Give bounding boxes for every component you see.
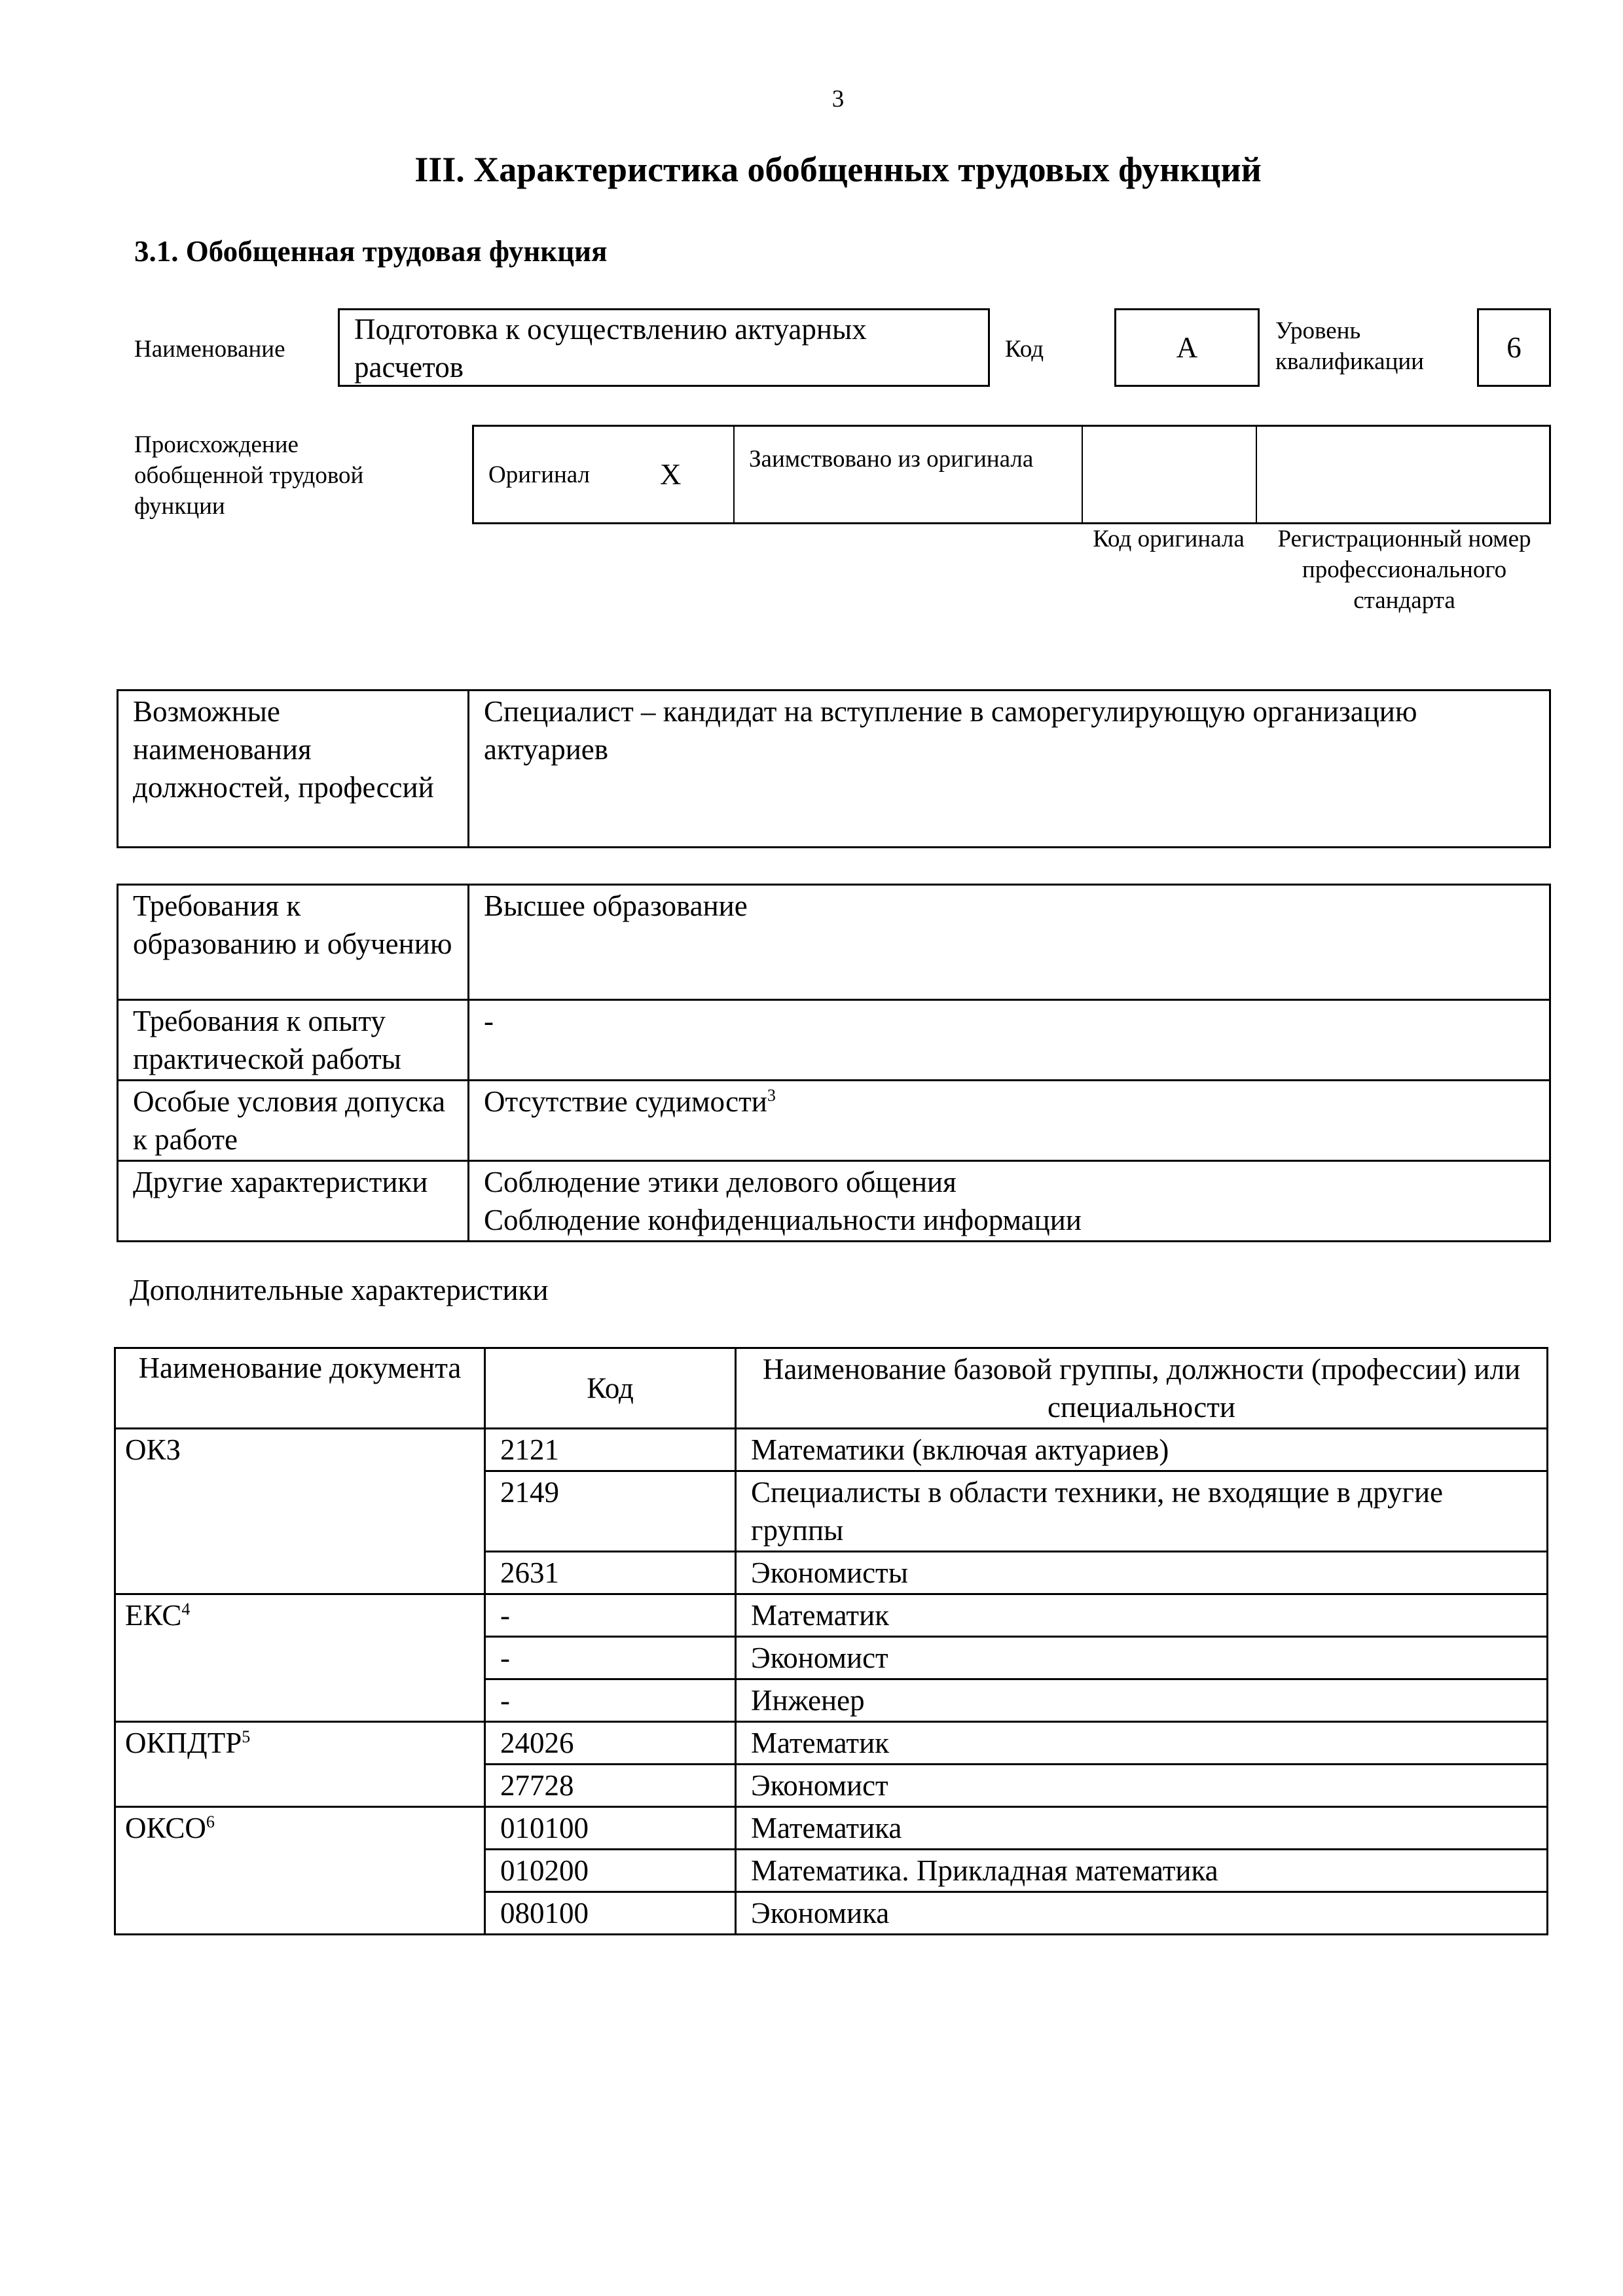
requirement-label: Требования к образованию и обучению	[118, 885, 469, 1000]
requirement-value-line: Соблюдение этики делового общения	[484, 1166, 957, 1198]
page-number: 3	[831, 86, 845, 113]
requirement-value	[469, 1161, 1550, 1242]
code-cell: -	[485, 1594, 736, 1637]
name-cell: Математика	[736, 1807, 1548, 1850]
document-name: ЕКС	[125, 1599, 182, 1632]
code-cell: 2631	[485, 1552, 736, 1594]
section-title: III. Характеристика обобщенных трудовых функций	[414, 150, 1262, 189]
header-code: Код	[485, 1348, 736, 1429]
requirement-label: Требования к опыту практической работы	[118, 1000, 469, 1081]
footnote-ref: 6	[206, 1812, 215, 1831]
requirement-row	[118, 1161, 1550, 1242]
table-header	[115, 1348, 1548, 1429]
requirement-value-text: Отсутствие судимости	[484, 1085, 767, 1118]
code-cell: 080100	[485, 1892, 736, 1935]
name-label: Наименование	[134, 336, 285, 363]
document-cell	[115, 1594, 485, 1722]
name-cell: Экономист	[736, 1637, 1548, 1679]
requirement-row	[118, 1000, 1550, 1081]
reg-number-caption: Регистрационный номер профессионального стандарта	[1277, 526, 1531, 614]
name-cell: Математики (включая актуариев)	[736, 1429, 1548, 1471]
original-code-caption: Код оригинала	[1093, 526, 1245, 552]
name-cell: Математика. Прикладная математика	[736, 1850, 1548, 1892]
requirement-value	[469, 1081, 1550, 1161]
code-cell: 27728	[485, 1765, 736, 1807]
additional-table	[114, 1347, 1548, 1935]
document-name: ОКПДТР	[125, 1727, 242, 1759]
code-cell: 2149	[485, 1471, 736, 1552]
code-cell: 2121	[485, 1429, 736, 1471]
document-cell	[115, 1722, 485, 1807]
document-cell	[115, 1429, 485, 1594]
name-value: Подготовка к осуществлению актуарных расчетов	[338, 308, 990, 387]
header-document: Наименование документа	[115, 1348, 485, 1429]
requirement-label: Особые условия допуска к работе	[118, 1081, 469, 1161]
positions-table	[117, 689, 1551, 848]
table-row	[115, 1429, 1548, 1471]
origin-table	[472, 425, 1551, 524]
code-cell: 010200	[485, 1850, 736, 1892]
requirement-value: Высшее образование	[469, 885, 1550, 1000]
additional-title: Дополнительные характеристики	[130, 1274, 549, 1306]
requirement-label: Другие характеристики	[118, 1161, 469, 1242]
subsection-title: 3.1. Обобщенная трудовая функция	[134, 235, 608, 268]
table-row	[115, 1594, 1548, 1637]
origin-label: Происхождение обобщенной трудовой функции	[134, 431, 364, 520]
footnote-ref: 4	[181, 1600, 191, 1619]
code-label: Код	[1005, 336, 1044, 363]
table-row	[115, 1722, 1548, 1765]
code-cell: -	[485, 1679, 736, 1722]
requirement-value-line: Соблюдение конфиденциальности информации	[484, 1204, 1082, 1236]
requirement-row	[118, 1081, 1550, 1161]
code-cell: -	[485, 1637, 736, 1679]
level-label: Уровень квалификации	[1275, 317, 1424, 375]
borrowed-label: Заимствовано из оригинала	[749, 446, 1034, 473]
footnote-ref: 3	[767, 1086, 776, 1105]
name-cell: Экономика	[736, 1892, 1548, 1935]
original-mark: X	[660, 458, 682, 491]
positions-value: Специалист – кандидат на вступление в саморегулирующую организацию актуариев	[469, 691, 1550, 848]
requirements-table	[117, 884, 1551, 1242]
name-cell: Математик	[736, 1722, 1548, 1765]
code-value: A	[1114, 308, 1260, 387]
level-value: 6	[1477, 308, 1551, 387]
positions-label: Возможные наименования должностей, профессий	[118, 691, 469, 848]
requirement-row	[118, 885, 1550, 1000]
original-label: Оригинал	[488, 461, 591, 488]
name-cell: Специалисты в области техники, не входящие в другие группы	[736, 1471, 1548, 1552]
code-cell: 010100	[485, 1807, 736, 1850]
name-cell: Экономист	[736, 1765, 1548, 1807]
document-name: ОКЗ	[125, 1433, 181, 1466]
document-name: ОКСО	[125, 1812, 206, 1844]
document-cell	[115, 1807, 485, 1935]
name-cell: Математик	[736, 1594, 1548, 1637]
table-row	[115, 1807, 1548, 1850]
code-cell: 24026	[485, 1722, 736, 1765]
header-name: Наименование базовой группы, должности (профессии) или специальности	[736, 1348, 1548, 1429]
name-cell: Инженер	[736, 1679, 1548, 1722]
requirement-value: -	[469, 1000, 1550, 1081]
footnote-ref: 5	[242, 1727, 251, 1746]
name-cell: Экономисты	[736, 1552, 1548, 1594]
